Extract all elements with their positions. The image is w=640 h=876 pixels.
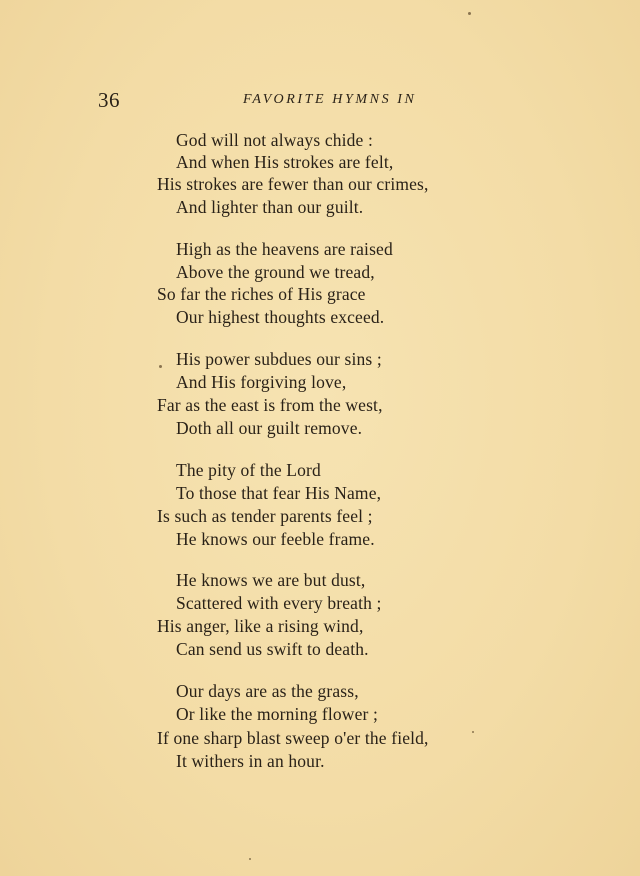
verse-line: Doth all our guilt remove. bbox=[176, 418, 363, 438]
verse-line: And when His strokes are felt, bbox=[176, 152, 394, 172]
verse-line: If one sharp blast sweep o'er the field, bbox=[157, 728, 429, 748]
verse-line: Scattered with every breath ; bbox=[176, 593, 382, 613]
verse-line: So far the riches of His grace bbox=[157, 284, 366, 304]
verse-line: He knows our feeble frame. bbox=[176, 529, 375, 549]
paper-speck bbox=[159, 365, 162, 368]
verse-line: His anger, like a rising wind, bbox=[157, 616, 364, 636]
verse-line: And lighter than our guilt. bbox=[176, 197, 364, 217]
paper-speck bbox=[249, 858, 251, 860]
verse-line: And His forgiving love, bbox=[176, 372, 347, 392]
verse-line: God will not always chide : bbox=[176, 130, 374, 150]
verse-line: It withers in an hour. bbox=[176, 751, 325, 771]
verse-line: Can send us swift to death. bbox=[176, 639, 369, 659]
verse-line: Or like the morning flower ; bbox=[176, 704, 378, 724]
page-number: 36 bbox=[98, 88, 120, 112]
verse-line: He knows we are but dust, bbox=[176, 570, 366, 590]
paper-speck bbox=[472, 731, 474, 733]
verse-line: Is such as tender parents feel ; bbox=[157, 506, 373, 526]
verse-line: His power subdues our sins ; bbox=[176, 349, 382, 369]
paper-speck bbox=[468, 12, 471, 15]
verse-line: Above the ground we tread, bbox=[176, 262, 375, 282]
verse-line: Our highest thoughts exceed. bbox=[176, 307, 385, 327]
verse-line: Our days are as the grass, bbox=[176, 681, 359, 701]
verse-line: High as the heavens are raised bbox=[176, 239, 393, 259]
verse-line: Far as the east is from the west, bbox=[157, 395, 383, 415]
verse-line: To those that fear His Name, bbox=[176, 483, 382, 503]
verse-line: His strokes are fewer than our crimes, bbox=[157, 174, 429, 194]
verse-line: The pity of the Lord bbox=[176, 460, 321, 480]
running-head: FAVORITE HYMNS IN bbox=[243, 92, 417, 107]
